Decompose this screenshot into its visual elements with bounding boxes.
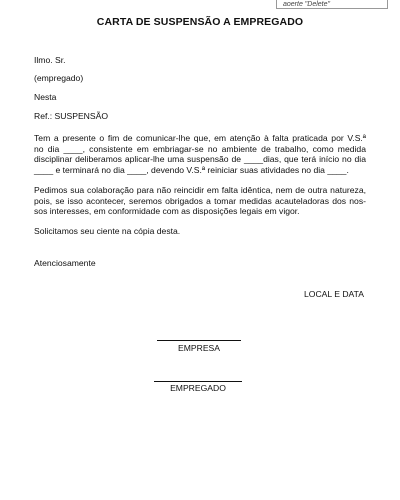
top-note: aoerte "Delete" [276, 0, 388, 9]
request-line: Solicitamos seu ciente na cópia desta. [34, 226, 181, 236]
recipient-placeholder: (empregado) [34, 73, 84, 83]
paragraph-line: disciplinar deliberamos aplicar-lhe uma suspensão de ____dias, que terá início no dia [34, 154, 366, 164]
paragraph-line: Tem a presente o fim de comunicar-lhe que, em atenção à falta praticada por V.S.ª [34, 133, 366, 143]
reference-line: Ref.: SUSPENSÃO [34, 111, 109, 121]
paragraph-line: sos interesses, em conformidade com as disposições legais em vigor. [34, 206, 300, 216]
company-signature-label: EMPRESA [177, 343, 221, 353]
closing-line: Atenciosamente [34, 258, 96, 268]
salutation: Ilmo. Sr. [34, 55, 66, 65]
paragraph-line: no dia ____, consistente em embriagar-se no ambiente de trabalho, como medida [34, 143, 366, 154]
company-signature-line [157, 340, 241, 341]
document-title: CARTA DE SUSPENSÃO A EMPREGADO [96, 16, 304, 28]
paragraph-line: pois, se isso acontecer, seremos obrigados a tomar medidas acauteladoras dos nos- [34, 195, 366, 206]
employee-signature-label: EMPREGADO [170, 383, 226, 393]
location-line: Nesta [34, 92, 57, 102]
paragraph-communication [34, 133, 366, 175]
place-date: LOCAL E DATA [303, 289, 364, 299]
paragraph-line: ____ e terminará no dia ____, devendo V.S.ª reiniciar suas atividades no dia ____. [34, 164, 349, 175]
employee-signature-line [154, 381, 242, 382]
paragraph-collaboration [34, 185, 366, 217]
paragraph-line: Pedimos sua colaboração para não reincidir em falta idêntica, nem de outra natureza, [34, 185, 366, 195]
